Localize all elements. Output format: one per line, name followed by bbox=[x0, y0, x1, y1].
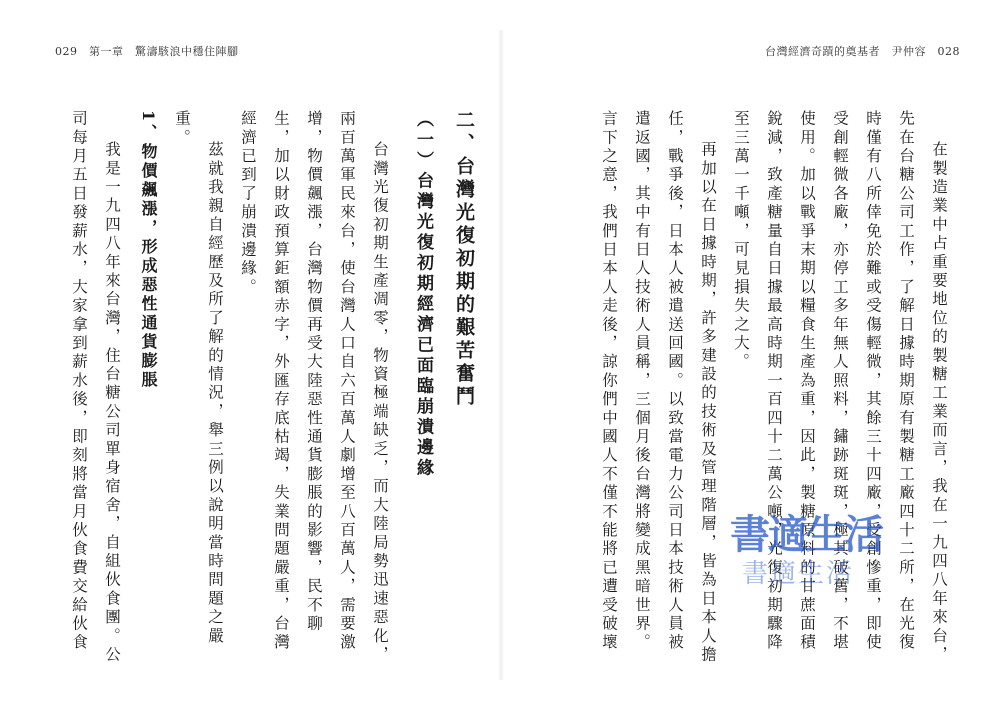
right-page-body bbox=[595, 110, 955, 670]
item-title: 1、物價飆漲，形成惡性通貨膨脹 bbox=[139, 110, 158, 391]
watermark-text: 書適生活 bbox=[730, 512, 882, 558]
paragraph: 台灣光復初期生產凋零，物資極端缺乏，而大陸局勢迅速惡化，兩百萬軍民來台，使台灣人口自六百萬人劇增至八百萬人，需要激增，物價飆漲，台灣物價再受大陸惡性通貨膨脹的影響，民不聊生，加以財政預算鉅額赤字，外匯存底枯竭，失業問題嚴重，台灣經濟已到了崩潰邊緣。 bbox=[239, 110, 389, 665]
paragraph: 再加以在日據時期，許多建設的技術及管理階層，皆為日本人擔任，戰爭後，日本人被遣送回國。以致當電力公司日本技術人員被遣返國，其中有日人技術人員稱，三個月後台灣將變成黑暗世界。言下之意，我們日本人走後，諒你們中國人不僅不能將已遭受破壞 bbox=[600, 110, 717, 665]
left-page-body bbox=[60, 110, 480, 670]
section-title: 二、台灣光復初期的艱苦奮鬥 bbox=[453, 110, 475, 409]
book-gutter bbox=[498, 30, 504, 680]
watermark-text-shadow: 書適生活 bbox=[742, 559, 855, 589]
paragraph: 我是一九四八年來台灣，住台糖公司單身宿舍，自組伙食團。公司每月五日發薪水，大家拿到薪水後，即刻將當月伙食費交給伙食 bbox=[70, 110, 121, 665]
subsection-title: （一）台灣光復初期經濟已面臨崩潰邊緣 bbox=[413, 110, 433, 479]
left-page-header: 029 第一章 驚濤駭浪中穩住陣腳 bbox=[55, 45, 239, 58]
right-page-header: 台灣經濟奇蹟的奠基者 尹仲容 028 bbox=[765, 45, 960, 58]
paragraph: 在製造業中占重要地位的製糖工業而言，我在一九四八年來台，先在台糖公司工作，了解日據時期原有製糖工廠四十二所，在光復時僅有八所倖免於難或受傷輕微，其餘三十四廠，受創慘重，即使受創輕微各廠，亦停工多年無人照料，鏽跡斑斑，極其破舊，不堪使用。加以戰爭末期以糧食生產為重，因此，製糖原料的甘蔗面積銳減，致產糖量自日據最高時期一百四十二萬公噸，光復初期驟降至三萬一千噸，可見損失之大。 bbox=[732, 110, 948, 665]
paragraph: 茲就我親自經歷及所了解的情況，舉三例以說明當時問題之嚴重。 bbox=[173, 110, 224, 646]
